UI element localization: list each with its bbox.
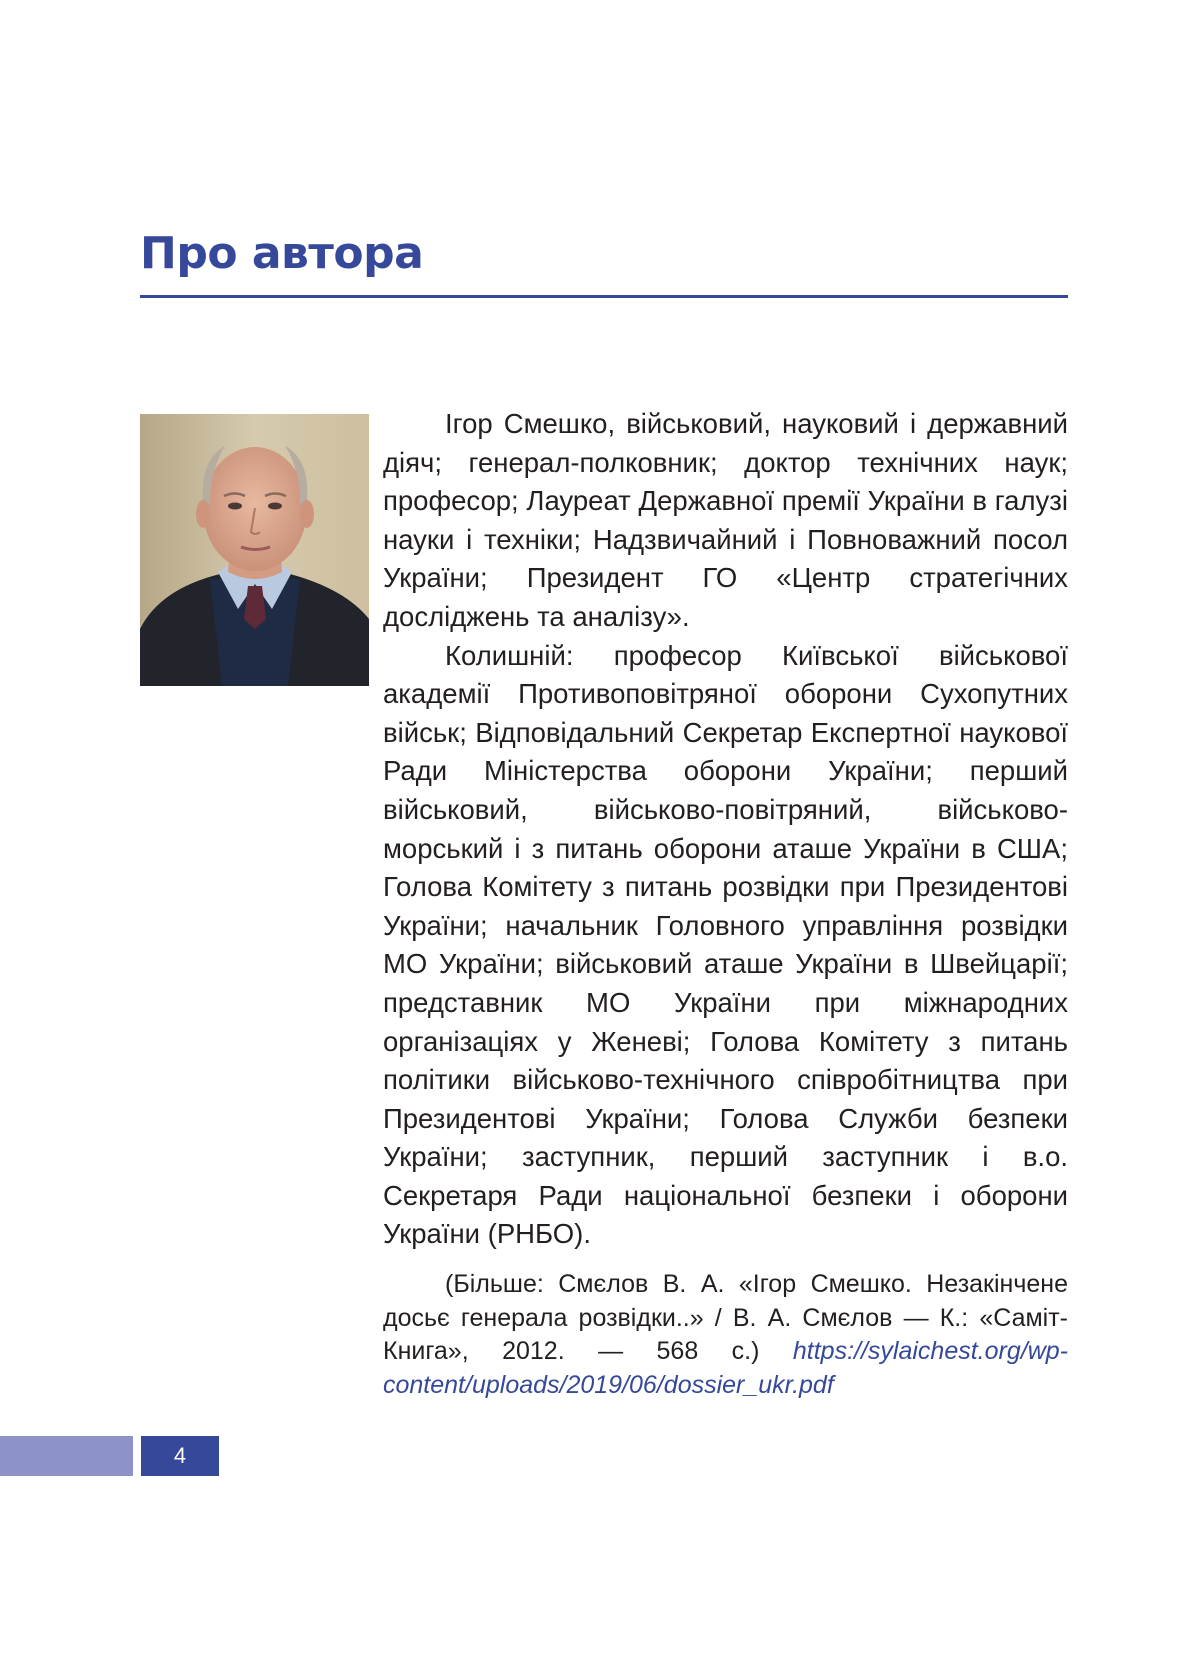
footer-accent-bar bbox=[0, 1436, 133, 1476]
portrait-photo-icon bbox=[140, 414, 369, 686]
page-title: Про автора bbox=[140, 228, 424, 279]
page-number: 4 bbox=[141, 1436, 219, 1476]
source-link[interactable]: https://sylaichest.org/wp-content/uploads/2019/06/dossier_ukr.pdf bbox=[383, 1337, 1068, 1399]
source-reference bbox=[383, 1268, 1068, 1402]
source-text: (Більше: Смєлов В. А. «Ігор Смешко. Незакінчене досьє генерала розвідки..» / В. А. Смєлов — К.: «Саміт-Книга», 2012. — 568 с.) bbox=[383, 1270, 1068, 1365]
author-portrait bbox=[140, 414, 369, 686]
bio-paragraph-2: Колишній: професор Київської військової академії Противоповітряної оборони Сухопутних військ; Відповідальний Секретар Експертної наукової Ради Міністерства оборони України; перший військовий, військово-повітряний, військово-морський і з питань оборони аташе України в США; Голова Комітету з питань розвідки при Президентові України; начальник Головного управління розвідки МО України; військовий аташе України в Швейцарії; представник МО України при міжнародних організаціях у Женеві; Голова Комітету з питань політики військово-технічного співробітництва при Президентові України; Голова Служби безпеки України; заступник, перший заступник і в.о. Секретаря Ради національної безпеки і оборони України (РНБО). bbox=[383, 639, 1068, 1250]
bio-paragraph-1: Ігор Смешко, військовий, науковий і державний діяч; генерал-полковник; доктор технічних наук; професор; Лауреат Державної премії України в галузі науки і техніки; Надзвичайний і Повноважний посол України; Президент ГО «Центр стратегічних досліджень та аналізу». bbox=[383, 408, 1068, 632]
author-bio bbox=[383, 405, 1068, 1254]
title-divider bbox=[140, 295, 1068, 298]
